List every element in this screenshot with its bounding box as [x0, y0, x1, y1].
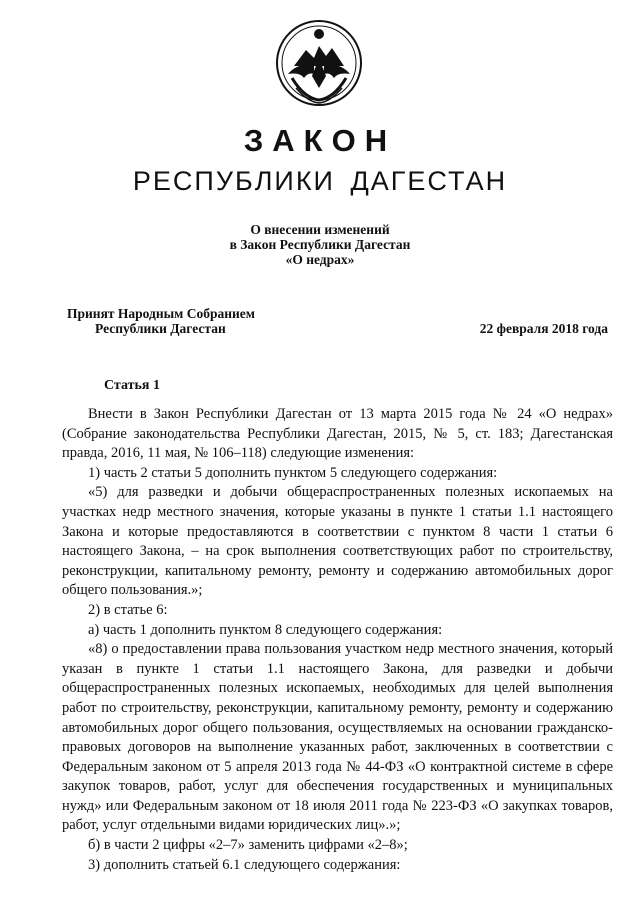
- paragraph: 2) в статье 6:: [88, 601, 168, 618]
- paragraph: «5) для разведки и добычи общераспространенных полезных ископаемых на участках недр местного значения, которые указаны в пункте 1 статьи 1.1 настоящего Закона и которые предоставляются в соответствии с пунктом 8 части 1 статьи 6 настоящего Закона, – на срок выполнения соответствующих работ по строительству, реконструкции, капитальному ремонту, ремонту и содержанию автомобильных дорог общего пользования.»;: [62, 484, 613, 599]
- paragraph: 1) часть 2 статьи 5 дополнить пунктом 5 следующего содержания:: [88, 464, 498, 481]
- adoption-line: Республики Дагестан: [95, 321, 226, 336]
- paragraph: 3) дополнить статьей 6.1 следующего содержания:: [88, 856, 401, 873]
- law-title: ЗАКОН: [243, 123, 397, 158]
- paragraph: а) часть 1 дополнить пунктом 8 следующего содержания:: [88, 621, 443, 638]
- article-body: [62, 405, 613, 875]
- paragraph: б) в части 2 цифры «2–7» заменить цифрами «2–8»;: [88, 837, 408, 854]
- subject-line: «О недрах»: [285, 252, 355, 267]
- adoption-date: 22 февраля 2018 года: [479, 321, 608, 336]
- subject-line: в Закон Республики Дагестан: [229, 237, 411, 252]
- adoption-info: [67, 306, 255, 336]
- paragraph: «8) о предоставлении права пользования участком недр местного значения, который указан в пункте 1 статьи 1.1 настоящего Закона, для разведки и добычи общераспространенных полезных ископаемых, необходимых для целей выполнения работ по строительству, реконструкции, капитальному ремонту, ремонту и содержанию автомобильных дорог общего пользования, осуществляемых на основании гражданско-правовых договоров на выполнение указанных работ, заключенных в соответствии с Федеральным законом от 5 апреля 2013 года № 44-ФЗ «О контрактной системе в сфере закупок товаров, работ, услуг для обеспечения государственных и муниципальных нужд» или Федеральным законом от 18 июля 2011 года № 223-ФЗ «О закупках товаров, работ, услуг отдельными видами юридических лиц».»;: [62, 641, 613, 834]
- adoption-line: Принят Народным Собранием: [67, 306, 255, 321]
- article-heading: Статья 1: [104, 378, 160, 393]
- paragraph: Внести в Закон Республики Дагестан от 13 марта 2015 года № 24 «О недрах» (Собрание законодательства Республики Дагестан, 2015, № 5, ст. 183; Дагестанская правда, 2016, 11 мая, № 106–118) следующие изменения:: [62, 406, 613, 462]
- republic-title: РЕСПУБЛИКИ ДАГЕСТАН: [132, 166, 508, 196]
- subject-line: О внесении изменений: [250, 222, 390, 237]
- law-subject: [0, 222, 640, 267]
- coat-of-arms-icon: [274, 18, 364, 108]
